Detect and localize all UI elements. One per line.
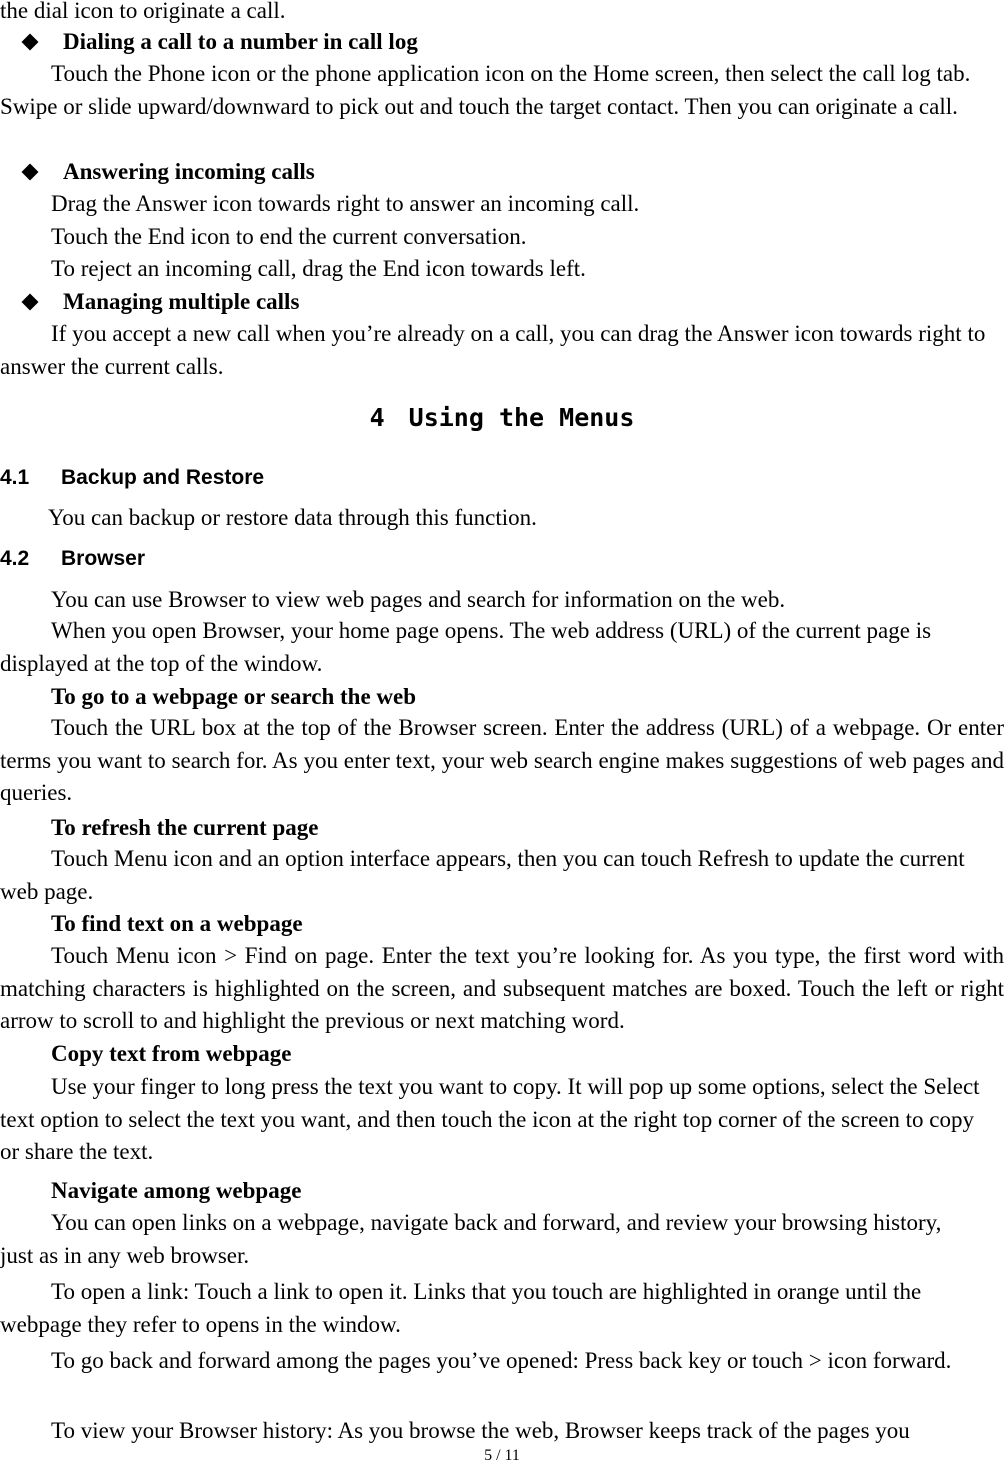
- paragraph-copy: Use your finger to long press the text you want to copy. It will pop up some options, select the Select text option to select the text you want, and then touch the icon at the right top corner of the screen to copy or share the text.: [0, 1074, 980, 1164]
- paragraph-find: Touch Menu icon > Find on page. Enter the text you’re looking for. As you type, the first word with matching characters is highlighted on the screen, and subsequent matches are boxed. Touch the left or right arrow to scroll to and highlight the previous or next matching word.: [0, 943, 1004, 1033]
- subheading-find: To find text on a webpage: [51, 911, 303, 936]
- text-line: Drag the Answer icon towards right to answer an incoming call.: [51, 191, 640, 216]
- chapter-heading: [0, 403, 1004, 433]
- subheading-copy: Copy text from webpage: [51, 1041, 292, 1066]
- paragraph-refresh: Touch Menu icon and an option interface appears, then you can touch Refresh to update the current web page.: [0, 846, 965, 904]
- diamond-bullet-icon: [22, 294, 39, 311]
- paragraph-goto: Touch the URL box at the top of the Browser screen. Enter the address (URL) of a webpage. Or enter terms you want to search for. As you enter text, your web search engine makes suggestions of web pages and queries.: [0, 715, 1004, 805]
- text-line: the dial icon to originate a call.: [0, 0, 286, 23]
- bullet-heading: Answering incoming calls: [63, 159, 315, 184]
- chapter-title: Using the Menus: [408, 403, 635, 432]
- section-title: Backup and Restore: [61, 466, 265, 489]
- section-number: 4.1: [0, 466, 30, 489]
- section-title: Browser: [61, 547, 146, 570]
- paragraph-browser-intro: When you open Browser, your home page opens. The web address (URL) of the current page is displayed at the top of the window.: [0, 618, 932, 676]
- paragraph-navigate: You can open links on a webpage, navigate back and forward, and review your browsing history, just as in any web browser.: [0, 1210, 942, 1268]
- section-heading-4-2: [0, 546, 145, 572]
- chapter-number: 4: [369, 403, 385, 432]
- diamond-bullet-icon: [22, 34, 39, 51]
- text-line: You can use Browser to view web pages and search for information on the web.: [51, 587, 786, 612]
- section-number: 4.2: [0, 547, 30, 570]
- subheading-goto: To go to a webpage or search the web: [51, 684, 417, 709]
- text-line: You can backup or restore data through this function.: [48, 505, 537, 530]
- text-line: Touch the End icon to end the current conversation.: [51, 224, 527, 249]
- bullet-heading: Managing multiple calls: [63, 289, 300, 314]
- subheading-navigate: Navigate among webpage: [51, 1178, 302, 1203]
- bullet-heading: Dialing a call to a number in call log: [63, 29, 418, 54]
- paragraph-call-log: Touch the Phone icon or the phone application icon on the Home screen, then select the call log tab. Swipe or slide upward/downward to pick out and touch the target contact. Then you can originate a call.: [0, 61, 971, 119]
- paragraph-open-link: To open a link: Touch a link to open it. Links that you touch are highlighted in orange until the webpage they refer to opens in the window.: [0, 1279, 922, 1337]
- text-line: To view your Browser history: As you browse the web, Browser keeps track of the pages you: [51, 1418, 910, 1443]
- diamond-bullet-icon: [22, 164, 39, 181]
- section-heading-4-1: [0, 465, 264, 491]
- page-number: 5 / 11: [484, 1447, 520, 1464]
- subheading-refresh: To refresh the current page: [51, 815, 319, 840]
- paragraph-back-forward: To go back and forward among the pages you’ve opened: Press back key or touch > icon forward.: [51, 1348, 952, 1373]
- text-line: To reject an incoming call, drag the End icon towards left.: [51, 256, 586, 281]
- paragraph-multiple-calls: If you accept a new call when you’re already on a call, you can drag the Answer icon towards right to answer the current calls.: [0, 321, 986, 379]
